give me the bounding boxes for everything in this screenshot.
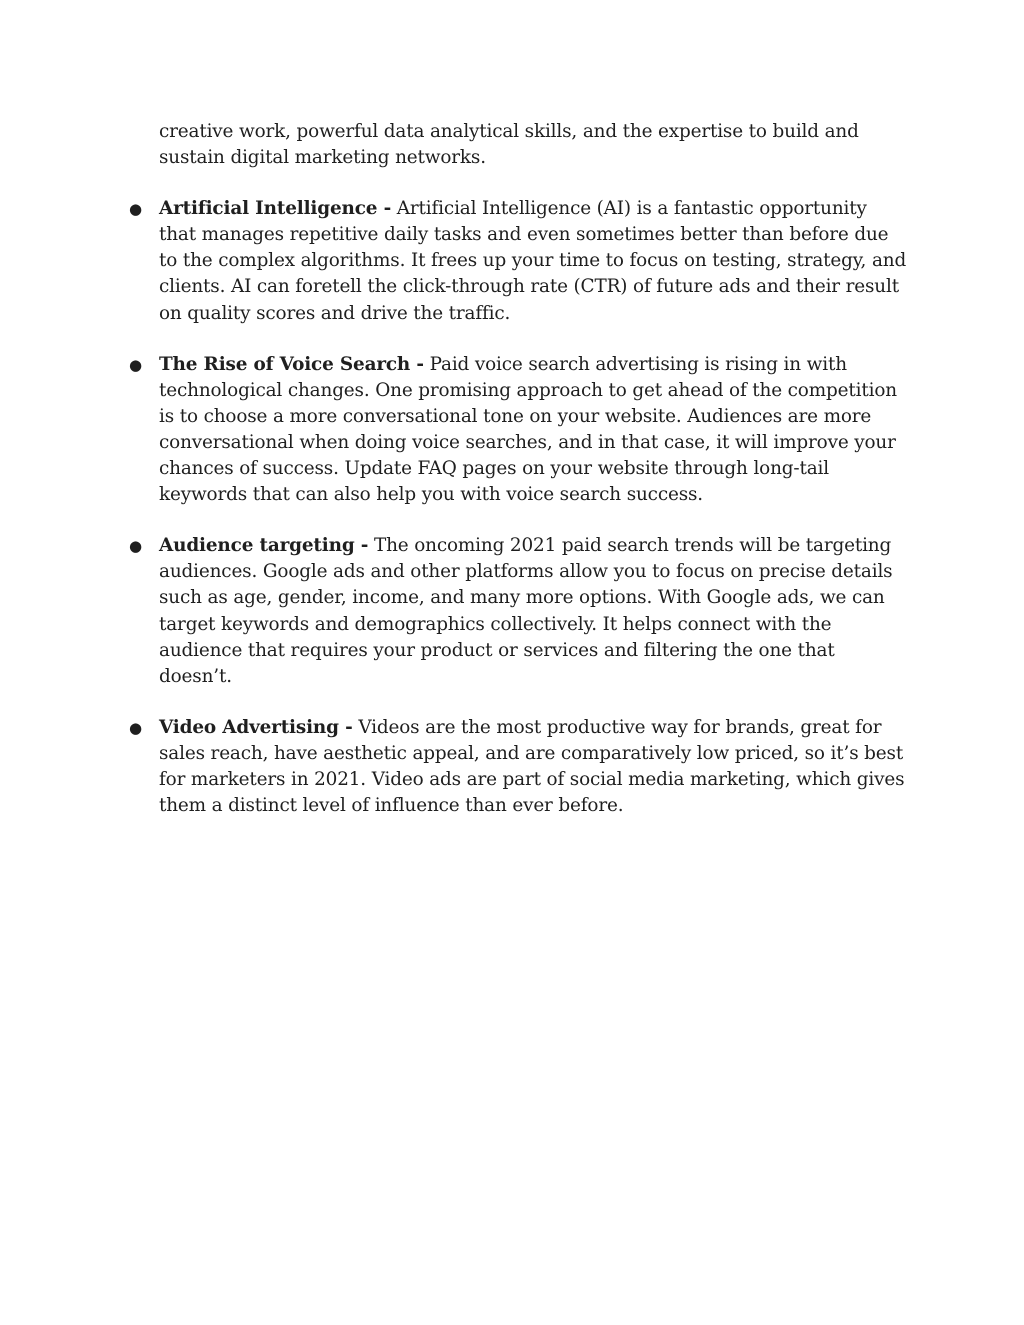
list-item-body: Paid voice search advertising is rising in with technological changes. One promising approach to get ahead of the competition is to choose a more conversational tone on your website. Audiences are more conversational when doing voice searches, and in that case, it will improve your chances of success. Update FAQ pages on your website through long-tail keywords that can also help you with voice search success. xyxy=(159,353,897,506)
document-body xyxy=(129,119,909,844)
list-item-term: Audience targeting - xyxy=(159,535,369,557)
bullet-icon: ● xyxy=(129,355,142,374)
intro-paragraph: creative work, powerful data analytical skills, and the expertise to build and sustain digital marketing networks. xyxy=(159,121,859,169)
list-item-body: Videos are the most productive way for brands, great for sales reach, have aesthetic appeal, and are comparatively low priced, so it’s best for marketers in 2021. Video ads are part of social media marketing, which gives them a distinct level of influence than ever before. xyxy=(159,716,905,817)
list-item-voice-search xyxy=(129,352,909,509)
list-item-term: Artificial Intelligence - xyxy=(159,198,392,220)
list-item-artificial-intelligence xyxy=(129,196,909,326)
bullet-icon: ● xyxy=(129,718,142,737)
bullet-icon: ● xyxy=(129,537,142,556)
list-item-body: Artificial Intelligence (AI) is a fantastic opportunity that manages repetitive daily tasks and even sometimes better than before due to the complex algorithms. It frees up your time to focus on testing, strategy, and clients. AI can foretell the click-through rate (CTR) of future ads and their result on quality scores and drive the traffic. xyxy=(159,198,907,324)
list-item-video-advertising xyxy=(129,715,909,819)
list-item-audience-targeting xyxy=(129,533,909,690)
list-item-term: Video Advertising - xyxy=(159,716,353,738)
bullet-icon: ● xyxy=(129,200,142,219)
list-item-term: The Rise of Voice Search - xyxy=(159,353,424,375)
list-item-body: The oncoming 2021 paid search trends will be targeting audiences. Google ads and other platforms allow you to focus on precise details such as age, gender, income, and many more options. With Google ads, we can target keywords and demographics collectively. It helps connect with the audience that requires your product or services and filtering the one that doesn’t. xyxy=(159,535,893,687)
trend-list xyxy=(129,196,909,819)
